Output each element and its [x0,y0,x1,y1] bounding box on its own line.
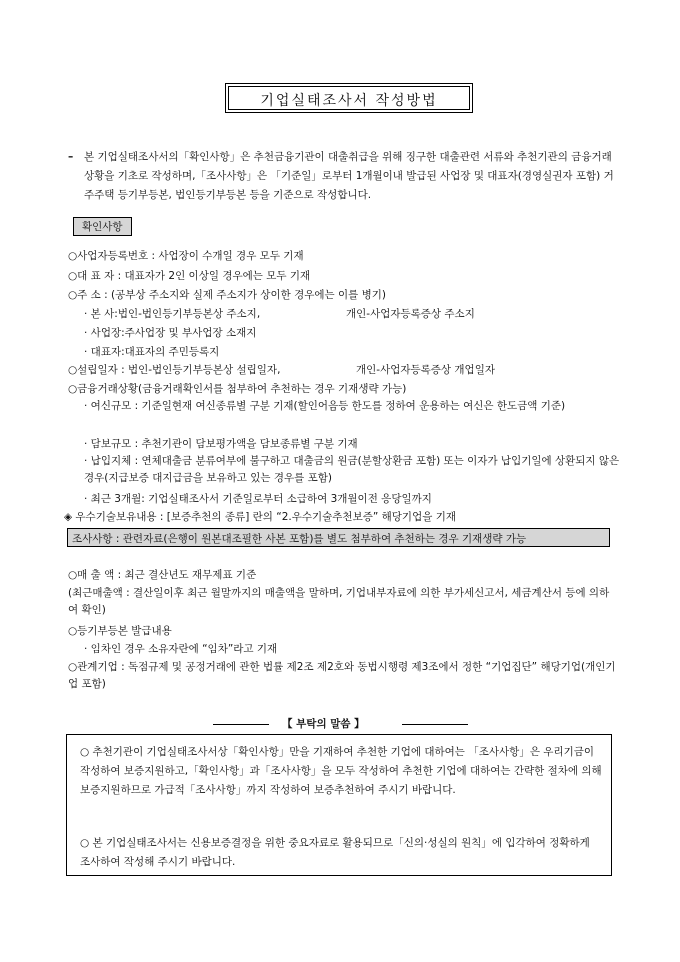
request-item-1: ○ 추천기관이 기업실태조사서상「확인사항」만을 기재하여 추천한 기업에 대하여는 「조사사항」은 우리기금이 작성하여 보증지원하고,「확인사항」과「조사사항」을 모두 작성하여 추천한 기업에 대하여는 간략한 절차에 의해 보증지원하므로 가급적「조사사항」까지 작성하여 보증추천하여 주시기 바랍니다. [80,746,602,796]
intro-text: 본 기업실태조사서의「확인사항」은 추천금융기관이 대출취급을 위해 징구한 대출관련 서류와 추천기관의 금융거래상황을 기초로 작성하며,「조사사항」은 「기준일」로부터 1개월이내 발급된 사업장 및 대표자(경영실권자 포함) 거주주택 등기부등본, 법인등기부등본 등을 기준으로 작성합니다. [84,151,614,201]
item-address: ○주 소 : (공부상 주소지와 실제 주소지가 상이한 경우에는 이를 병기) [68,289,386,301]
item-credit-scale: · 여신규모 : 기준일현재 여신종류별 구분 기재(할인어음등 한도를 정하여 운용하는 여신은 한도금액 기준) [84,400,566,412]
request-header: 【 부탁의 말씀 】 [272,716,375,731]
item-recent-3months: · 최근 3개월: 기업실태조사서 기준일로부터 소급하여 3개월이전 응당일까지 [84,493,432,505]
item-registry: ○등기부등본 발급내용 [68,625,172,637]
item-payment-delay: · 납입지체 : 연체대출금 분류여부에 불구하고 대출금의 원금(분할상환금 포함) 또는 이자가 납입기일에 상환되지 않은 경우(지급보증 대지급금을 보유하고 있는 경우를 포함) [84,455,620,484]
item-collateral-scale: · 담보규모 : 추천기관이 담보평가액을 담보종류별 구분 기재 [84,438,358,450]
item-related-company: ○관계기업 : 독점규제 및 공정거래에 관한 법률 제2조 제2호와 동법시행령 제3조에서 정한 “기업집단” 해당기업(개인기업 포함) [68,661,616,690]
item-sales: ○매 출 액 : 최근 결산년도 재무제표 기준 [68,569,257,581]
item-finance-status: ○금융거래상황(금융거래확인서를 첨부하여 추천하는 경우 기재생략 가능) [68,383,407,395]
item-tech-holding: ◈ 우수기술보유내용 : [보증추천의 종류] 란의 “2.우수기술추천보증” 해당기업을 기재 [64,511,456,523]
item-establish-date-indiv: 개인-사업자등록증상 개업일자 [356,364,495,376]
request-header-rule-left [213,724,269,725]
request-header-rule-right [402,724,468,725]
item-address-rep: · 대표자:대표자의 주민등록지 [84,346,220,358]
item-address-hq-indiv: 개인-사업자등록증상 주소지 [346,308,475,320]
item-address-hq-corp: · 본 사:법인-법인등기부등본상 주소지, [84,308,261,320]
intro-dash: – [68,151,74,163]
survey-section-label: 조사사항 : 관련자료(은행이 원본대조필한 사본 포함)를 별도 첨부하여 추천하는 경우 기재생략 가능 [67,528,610,547]
item-address-site: · 사업장:주사업장 및 부사업장 소재지 [84,327,257,339]
title-frame [225,83,473,113]
page-title: 기업실태조사서 작성방법 [260,93,438,109]
intro-paragraph [68,148,620,205]
item-recent-sales: (최근매출액 : 결산일이후 최근 월말까지의 매출액을 말하며, 기업내부자료에 의한 부가세신고서, 세금계산서 등에 의하여 확인) [68,587,610,616]
item-representative: ○대 표 자 : 대표자가 2인 이상일 경우에는 모두 기재 [68,270,311,282]
confirm-section-label: 확인사항 [73,217,132,236]
item-establish-date-corp: ○설립일자 : 법인-법인등기부등본상 설립일자, [68,364,281,376]
item-business-number: ○사업자등록번호 : 사업장이 수개일 경우 모두 기재 [68,250,304,262]
item-registry-lease: · 임차인 경우 소유자란에 “임차”라고 기재 [84,643,278,655]
request-item-2: ○ 본 기업실태조사서는 신용보증결정을 위한 중요자료로 활용되므로「신의·성실의 원칙」에 입각하여 정확하게 조사하여 작성해 주시기 바랍니다. [80,837,590,868]
